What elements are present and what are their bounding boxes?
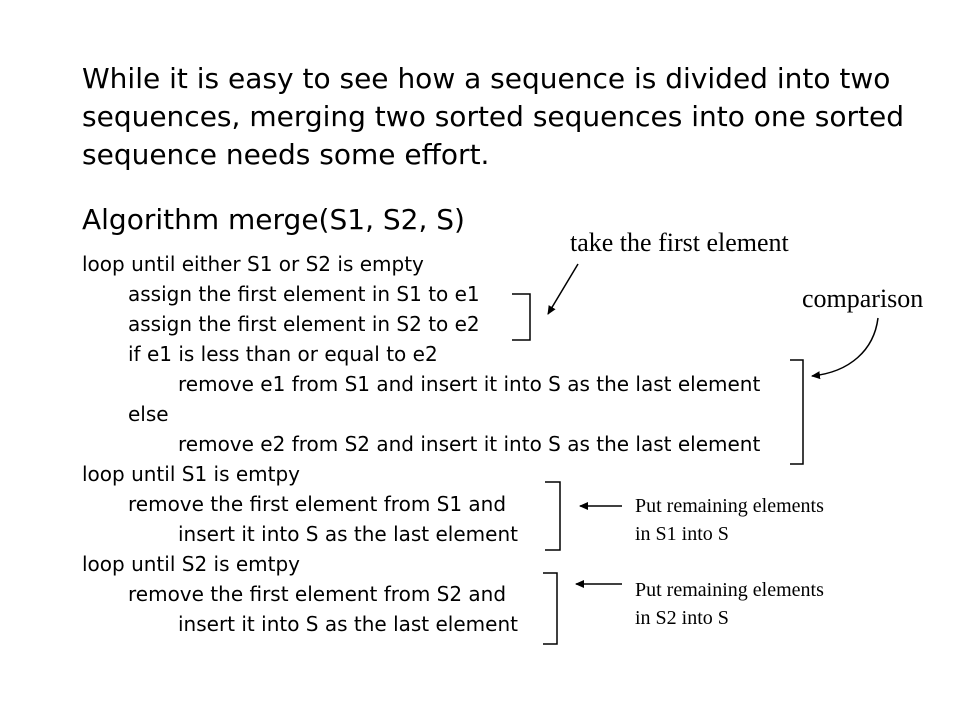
intro-line: sequence needs some effort. — [82, 138, 490, 171]
bracket-remaining-s2 — [543, 573, 557, 644]
bracket-take-first — [512, 294, 530, 340]
code-line: remove e2 from S2 and insert it into S as the last element — [178, 432, 761, 456]
intro-line: While it is easy to see how a sequence is divided into two — [82, 62, 891, 95]
annotation-line: in S2 into S — [635, 607, 729, 629]
code-line: remove the first element from S2 and — [128, 582, 507, 606]
code-line: assign the first element in S2 to e2 — [128, 312, 480, 336]
code-line: insert it into S as the last element — [178, 522, 518, 546]
annotation-line: Put remaining elements — [635, 495, 824, 517]
intro-line: sequences, merging two sorted sequences into one sorted — [82, 100, 904, 133]
arrow-take-first — [548, 264, 578, 314]
code-line: loop until either S1 or S2 is empty — [82, 252, 424, 276]
code-line: assign the first element in S1 to e1 — [128, 282, 480, 306]
annotation-comparison: comparison — [802, 284, 924, 313]
code-line: remove e1 from S1 and insert it into S as the last element — [178, 372, 761, 396]
code-line: loop until S2 is emtpy — [82, 552, 301, 576]
annotation-line: in S1 into S — [635, 523, 729, 545]
code-line: insert it into S as the last element — [178, 612, 518, 636]
bracket-comparison — [790, 360, 803, 464]
code-line: else — [128, 402, 169, 426]
annotation-line: Put remaining elements — [635, 579, 824, 601]
code-line: if e1 is less than or equal to e2 — [128, 342, 438, 366]
code-line: remove the first element from S1 and — [128, 492, 507, 516]
algorithm-title: Algorithm merge(S1, S2, S) — [82, 203, 465, 236]
annotation-take-first: take the first element — [570, 228, 789, 257]
bracket-remaining-s1 — [545, 482, 560, 550]
code-line: loop until S1 is emtpy — [82, 462, 301, 486]
arrow-comparison — [812, 318, 878, 376]
